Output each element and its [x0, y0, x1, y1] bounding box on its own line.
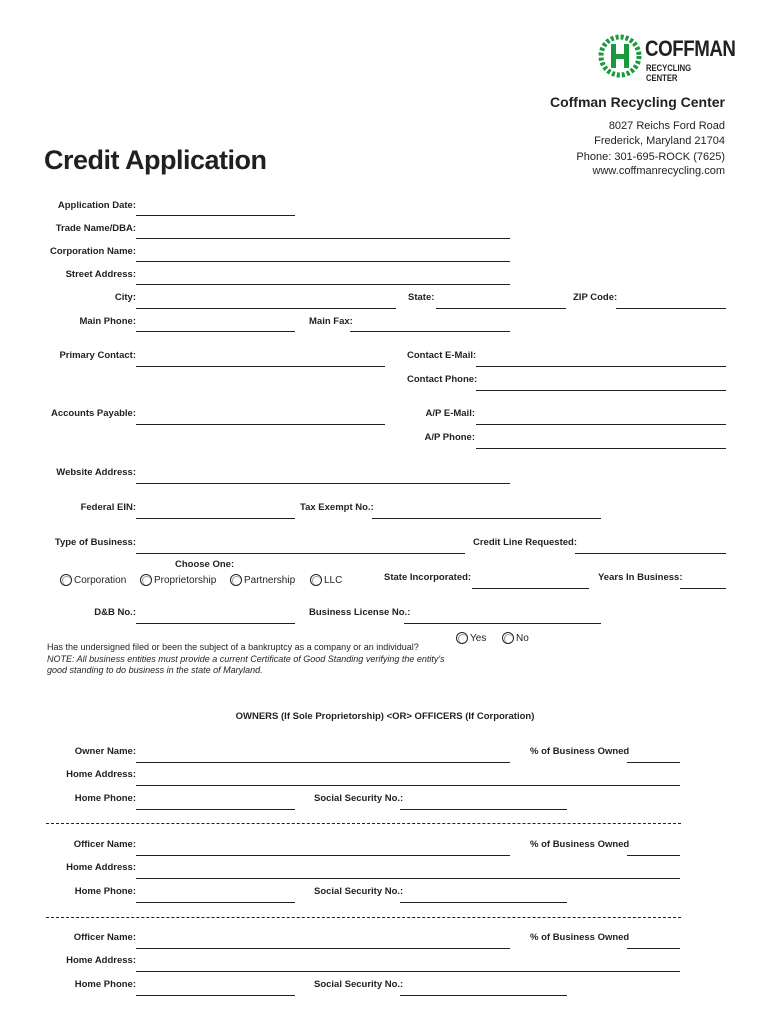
tax-exempt-label: Tax Exempt No.:: [300, 502, 374, 513]
company-phone: Phone: 301-695-ROCK (7625): [576, 151, 725, 163]
company-website: www.coffmanrecycling.com: [592, 165, 725, 177]
officer-2-name-field[interactable]: [136, 936, 510, 949]
state-incorporated-field[interactable]: [472, 576, 589, 589]
contact-email-label: Contact E-Mail:: [407, 350, 477, 361]
business-license-field[interactable]: [404, 611, 601, 624]
partnership-option-label: Partnership: [244, 575, 296, 586]
street-address-field[interactable]: [136, 272, 510, 285]
company-name: Coffman Recycling Center: [549, 94, 725, 110]
llc-option-label: LLC: [324, 575, 343, 586]
main-fax-label: Main Fax:: [309, 316, 353, 327]
federal-ein-field[interactable]: [136, 506, 295, 519]
officer-1-home-address-label: Home Address:: [66, 862, 136, 873]
officer-1-home-address-field[interactable]: [136, 866, 680, 879]
page-title: Credit Application: [44, 145, 267, 175]
logo-tagline: RECYCLING CENTER: [646, 63, 692, 83]
contact-phone-field[interactable]: [476, 378, 726, 391]
separator: [46, 917, 681, 918]
proprietorship-radio[interactable]: [140, 574, 152, 586]
trade-name-field[interactable]: [136, 226, 510, 239]
application-date-field[interactable]: [136, 203, 295, 216]
officer-2-home-phone-field[interactable]: [136, 983, 295, 996]
city-label: City:: [114, 292, 136, 303]
contact-phone-label: Contact Phone:: [407, 374, 478, 385]
years-in-business-field[interactable]: [680, 576, 726, 589]
street-address-label: Street Address:: [65, 269, 136, 280]
federal-ein-label: Federal EIN:: [80, 502, 136, 513]
officer-2-name-label: Officer Name:: [73, 932, 136, 943]
owner-pct-owned-label: % of Business Owned: [530, 746, 630, 757]
credit-line-field[interactable]: [575, 541, 726, 554]
bankruptcy-no-radio[interactable]: [502, 632, 514, 644]
company-address-1: 8027 Reichs Ford Road: [608, 120, 725, 132]
trade-name-label: Trade Name/DBA:: [55, 223, 136, 234]
company-logo: [598, 34, 736, 83]
proprietorship-option-label: Proprietorship: [154, 575, 217, 586]
officer-2-ssn-field[interactable]: [400, 983, 567, 996]
corporation-name-field[interactable]: [136, 249, 510, 262]
bankruptcy-note-line-2: good standing to do business in the state of Maryland.: [47, 665, 263, 675]
owner-pct-owned-field[interactable]: [627, 750, 680, 763]
ap-email-label: A/P E-Mail:: [425, 408, 475, 419]
officer-1-ssn-field[interactable]: [400, 890, 567, 903]
zip-field[interactable]: [616, 296, 726, 309]
owner-name-field[interactable]: [136, 750, 510, 763]
officer-1-name-field[interactable]: [136, 843, 510, 856]
primary-contact-label: Primary Contact:: [59, 350, 136, 361]
state-incorporated-label: State Incorporated:: [384, 572, 472, 583]
corporation-radio[interactable]: [60, 574, 72, 586]
partnership-radio[interactable]: [230, 574, 242, 586]
owner-home-address-label: Home Address:: [66, 769, 136, 780]
website-field[interactable]: [136, 471, 510, 484]
owner-home-address-field[interactable]: [136, 773, 680, 786]
company-address-2: Frederick, Maryland 21704: [594, 135, 725, 147]
officer-1-home-phone-label: Home Phone:: [74, 886, 136, 897]
state-field[interactable]: [436, 296, 566, 309]
officer-2-pct-owned-field[interactable]: [627, 936, 680, 949]
officer-1-name-label: Officer Name:: [73, 839, 136, 850]
owners-heading: OWNERS (If Sole Proprietorship) <OR> OFFICERS (If Corporation): [235, 711, 535, 722]
officer-2-pct-owned-label: % of Business Owned: [530, 932, 630, 943]
website-label: Website Address:: [56, 467, 136, 478]
owner-ssn-label: Social Security No.:: [314, 793, 404, 804]
officer-1-pct-owned-label: % of Business Owned: [530, 839, 630, 850]
main-phone-label: Main Phone:: [79, 316, 136, 327]
type-of-business-field[interactable]: [136, 541, 465, 554]
ap-phone-label: A/P Phone:: [424, 432, 475, 443]
credit-line-label: Credit Line Requested:: [473, 537, 577, 548]
ap-email-field[interactable]: [476, 412, 726, 425]
bankruptcy-question: Has the undersigned filed or been the subject of a bankruptcy as a company or an individual?: [47, 642, 419, 652]
main-phone-field[interactable]: [136, 319, 295, 332]
primary-contact-field[interactable]: [136, 354, 385, 367]
officer-2-ssn-label: Social Security No.:: [314, 979, 404, 990]
business-license-label: Business License No.:: [309, 607, 411, 618]
dnb-field[interactable]: [136, 611, 295, 624]
contact-email-field[interactable]: [476, 354, 726, 367]
ap-phone-field[interactable]: [476, 436, 726, 449]
state-label: State:: [408, 292, 435, 303]
accounts-payable-label: Accounts Payable:: [51, 408, 136, 419]
officer-1-ssn-label: Social Security No.:: [314, 886, 404, 897]
owner-name-label: Owner Name:: [74, 746, 136, 757]
officer-1-home-phone-field[interactable]: [136, 890, 295, 903]
owner-home-phone-field[interactable]: [136, 797, 295, 810]
tax-exempt-field[interactable]: [372, 506, 601, 519]
bankruptcy-yes-radio[interactable]: [456, 632, 468, 644]
city-field[interactable]: [136, 296, 396, 309]
type-of-business-label: Type of Business:: [54, 537, 136, 548]
bankruptcy-note-line-1: NOTE: All business entities must provide a current Certificate of Good Standing verifying the entity's: [47, 654, 445, 664]
officer-2-home-phone-label: Home Phone:: [74, 979, 136, 990]
accounts-payable-field[interactable]: [136, 412, 385, 425]
recycling-logo-icon: [598, 34, 642, 78]
llc-radio[interactable]: [310, 574, 322, 586]
owner-ssn-field[interactable]: [400, 797, 567, 810]
bankruptcy-no-label: No: [516, 633, 529, 644]
corporation-option-label: Corporation: [74, 575, 127, 586]
officer-2-home-address-label: Home Address:: [66, 955, 136, 966]
main-fax-field[interactable]: [350, 319, 510, 332]
zip-label: ZIP Code:: [573, 292, 618, 303]
separator: [46, 823, 681, 824]
bankruptcy-yes-label: Yes: [470, 633, 487, 644]
dnb-label: D&B No.:: [94, 607, 136, 618]
logo-name: COFFMAN: [645, 36, 736, 61]
owner-home-phone-label: Home Phone:: [74, 793, 136, 804]
corporation-name-label: Corporation Name:: [49, 246, 136, 257]
officer-1-pct-owned-field[interactable]: [627, 843, 680, 856]
choose-one-label: Choose One:: [175, 559, 235, 570]
application-date-label: Application Date:: [57, 200, 136, 211]
years-in-business-label: Years In Business:: [598, 572, 683, 583]
officer-2-home-address-field[interactable]: [136, 959, 680, 972]
